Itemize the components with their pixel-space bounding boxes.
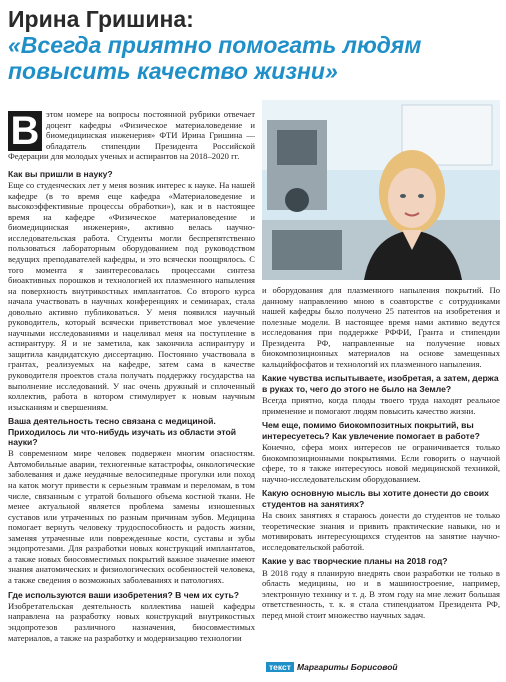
intro-text: этом номере на вопросы постоянной рубрики отвечает доцент кафедры «Физическое материаловедение и биомедицинская инженерия» ФТИ Ирина Гришина — обладатель стипендии Президента Российской Федерации для молодых ученых и аспирантов на 2018–2020 гг. bbox=[8, 109, 255, 162]
interview-answer: Изобретательская деятельность коллектива нашей кафедры направлена на разработку новых конструкций внутрикостных эндопротезов различного назначения, биосовместимых материалов, а также на разработку и модернизацию технологии bbox=[8, 600, 255, 643]
interview-question: Какие у вас творческие планы на 2018 год? bbox=[262, 556, 448, 567]
drop-cap: В bbox=[8, 111, 42, 151]
interview-answer: В 2018 году я планирую внедрять свои разработки не только в область медицины, но и в машиностроение, например, электронную технику и т. д. В этом году на мне лежит большая ответственность, т. к. я стала стипендиатом Президента РФ, перед мной стоит множество научных задач. bbox=[262, 567, 500, 620]
author-credit bbox=[266, 662, 398, 672]
interview-question: Ваша деятельность тесно связана с медициной. Приходилось ли что-нибудь изучать из области этой науки? bbox=[8, 416, 236, 447]
right-column bbox=[262, 285, 500, 657]
interview-question: Какую основную мысль вы хотите донести до своих студентов на занятиях? bbox=[262, 488, 489, 509]
interview-answer: и оборудования для плазменного напыления покрытий. По данному направлению мною в соавторстве с сотрудниками нашей кафедры было получено 25 патентов на изобретения и полезные модели. В настоящее время нами активно ведутся исследования при поддержке РФФИ, Гранта и стипендии Президента РФ, направленные на получение новых биокомпозиционных материалов на основе замещенных кальцийфосфатов и технологий их плазменного напыления. bbox=[262, 285, 500, 369]
headline-quote-line-2: повысить качество жизни» bbox=[8, 58, 338, 84]
interview-question: Какие чувства испытываете, изобретая, а затем, держа в руках то, чего до этого не было на Земле? bbox=[262, 373, 499, 394]
left-qa-list bbox=[8, 169, 255, 643]
left-column bbox=[8, 109, 255, 674]
interview-answer: В современном мире человек подвержен многим опасностям. Автомобильные аварии, техногенные катастрофы, онкологические заболевания и даже неудачные велосипедные прогулки или поход на каток могут привести к серьезным травмам и переломам, в том числе, связанным с утратой большого объема костной ткани. Не менее актуальной является проблема замены изношенных суставов или утраченных по разным причинам зубов. Медицина помогает вернуть человеку трудоспособность и радость жизни, заменяя утраченные или поврежденные кости, суставы и зубы эндопротезами. Для разработки новых конструкций имплантатов, а также новых биосовместимых покрытий важное значение имеют знания анатомических и физиологических особенностей человека, а также сведения о возможных заболеваниях и патологиях. bbox=[8, 448, 255, 585]
intro-paragraph bbox=[8, 109, 255, 166]
interviewee-name: Ирина Гришина: bbox=[8, 6, 194, 32]
right-qa-list bbox=[262, 285, 500, 620]
interview-question: Чем еще, помимо биокомпозитных покрытий, вы интересуетесь? Как увлечение помогает в работе? bbox=[262, 420, 480, 441]
interview-question: Где используются ваши изобретения? В чем их суть? bbox=[8, 589, 239, 600]
portrait-photo bbox=[262, 100, 500, 280]
interview-answer: На своих занятиях я стараюсь донести до студентов не только теоретические знания и привить практические навыки, но и мотивировать интересующихся студентов на занятие научно-исследовательской работой. bbox=[262, 510, 500, 552]
interview-question: Как вы пришли в науку? bbox=[8, 168, 113, 179]
headline-quote-line-1: «Всегда приятно помогать людям bbox=[8, 32, 422, 58]
interview-answer: Всегда приятно, когда плоды твоего труда находят реальное применение и помогают людям повысить качество жизни. bbox=[262, 395, 500, 416]
credit-tag: текст bbox=[266, 662, 294, 672]
interview-answer: Еще со студенческих лет у меня возник интерес к науке. На нашей кафедре (в то время еще кафедра «Материаловедение и высокоэффективные процессы обработки»), как и в настоящее время на кафедре «Физическое материаловедение и биомедицинская инженерия», активно велась научно-исследовательская работа. Студенты могли беспрепятственно пользоваться лабораторным оборудованием под руководством ведущих преподавателей кафедры, и это всячески поощрялось. С того момента я заинтересовалась процессами синтеза биоактивных порошков и технологией их плазменного напыления на поверхность внутрикостных имплантатов. Со второго курса начала участвовать в научных конференциях и семинарах, стала довольно активно публиковаться. У меня появился научный руководитель, который всячески приветствовал мое увлечение научными исследованиями и нацеливал меня на поступление в аспирантуру. Я и не заметила, как закончила аспирантуру и защитила кандидатскую диссертацию. Постоянно участвовала в грантах, реализуемых на кафедре, затем сама в качестве руководителя проектов стала получать поддержку государства на выполнение исследований. У нас очень дружный и сплоченный коллектив, работа в котором стимулирует к новым научным изысканиям и свершениям. bbox=[8, 180, 255, 412]
interview-answer: Конечно, сфера моих интересов не ограничивается только биокомпозиционными покрытиями. Если говорить о научной сфере, то я также интересуюсь новой медицинской техникой, научно-исследовательским оборудованием. bbox=[262, 442, 500, 484]
credit-author: Маргариты Борисовой bbox=[296, 662, 398, 672]
article-title bbox=[8, 6, 500, 84]
